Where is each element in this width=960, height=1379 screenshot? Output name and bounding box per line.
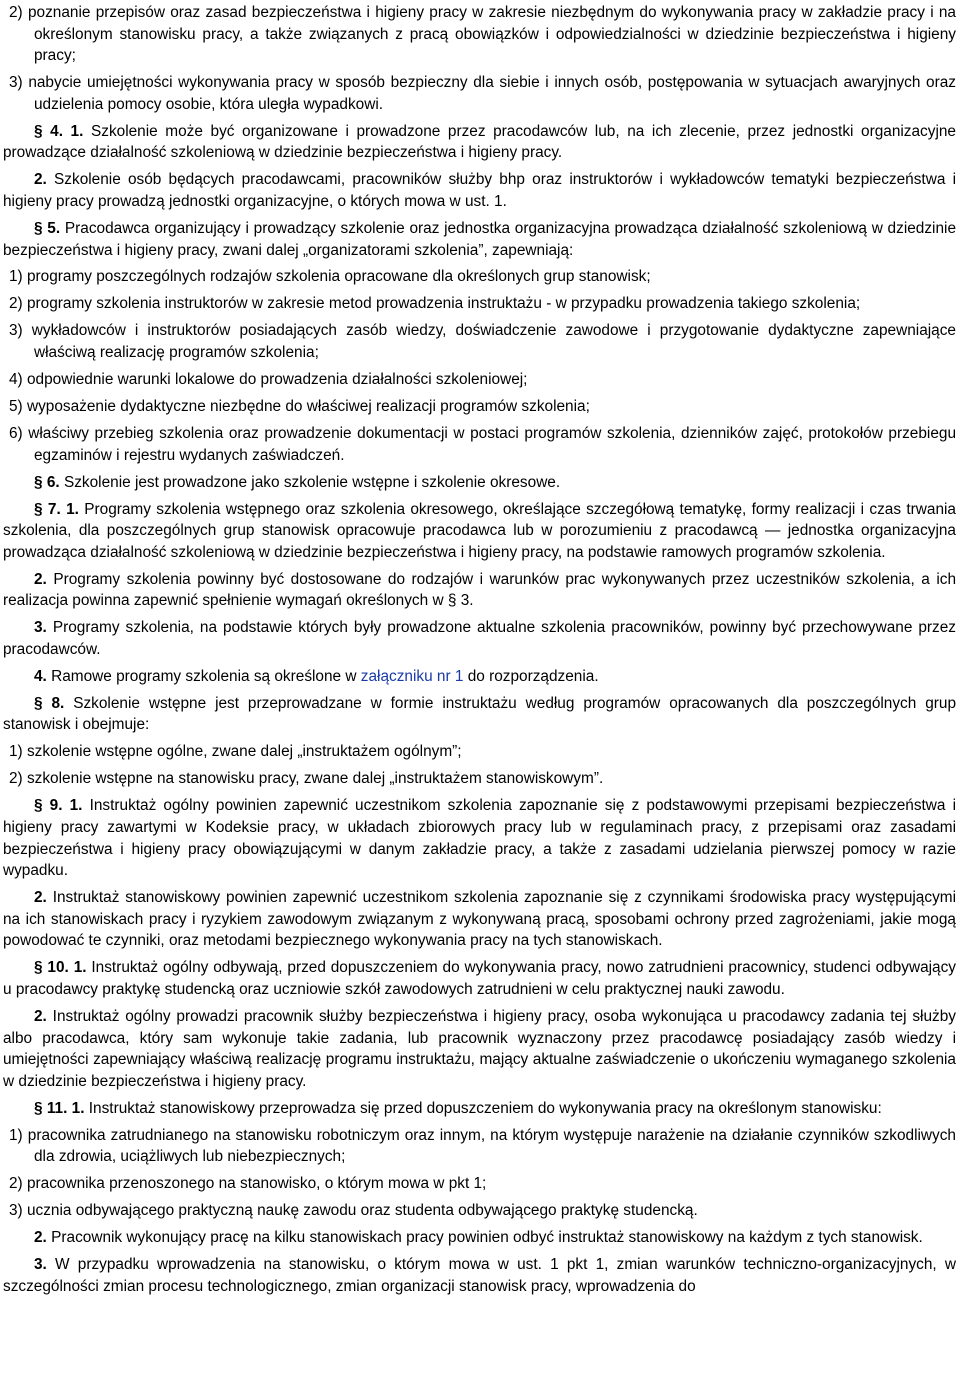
list-item: [3, 1125, 956, 1168]
paragraph-text: 1) programy poszczególnych rodzajów szkolenia opracowane dla określonych grup stanowisk;: [9, 268, 651, 286]
paragraph-text: 1) pracownika zatrudnianego na stanowisku robotniczym oraz innym, na którym występuje narażenie na działanie czynników szkodliwych dla zdrowia, uciążliwych lub niebezpiecznych;: [9, 1126, 956, 1166]
paragraph: [3, 887, 956, 952]
paragraph-text: 5) wyposażenie dydaktyczne niezbędne do właściwej realizacji programów szkolenia;: [9, 398, 590, 416]
section-number: 3.: [34, 1256, 47, 1274]
paragraph-text: Instruktaż ogólny prowadzi pracownik służby bezpieczeństwa i higieny pracy, osoba wykonująca u pracodawcy zadania tej służby albo pracodawca, który sam wykonuje takie zadania, lub pracownik wyznaczony przez pracodawcę posiadający zasób wiedzy i umiejętności zapewniający właściwą realizację programu instruktażu, mający aktualne zaświadczenie o ukończeniu wymaganego szkolenia w dziedzinie bezpieczeństwa i higieny pracy.: [3, 1007, 956, 1090]
paragraph: [3, 569, 956, 612]
paragraph-text: Pracodawca organizujący i prowadzący szkolenie oraz jednostka organizacyjna prowadząca działalność szkoleniową w dziedzinie bezpieczeństwa i higieny pracy, zwani dalej „organizatorami szkolenia”, zapewniają:: [3, 219, 957, 259]
paragraph: [3, 472, 956, 494]
paragraph-text: Szkolenie może być organizowane i prowadzone przez pracodawców lub, na ich zlecenie, przez jednostki organizacyjne prowadzące działalność szkoleniową w dziedzinie bezpieczeństwa i higieny pracy.: [3, 122, 956, 162]
section-number: § 11. 1.: [34, 1099, 85, 1117]
list-item: [3, 423, 956, 466]
paragraph-text: 6) właściwy przebieg szkolenia oraz prowadzenie dokumentacji w postaci programów szkolenia, dzienników zajęć, protokołów przebiegu egzaminów i rejestru wydanych zaświadczeń.: [9, 425, 956, 464]
section-number: 2.: [34, 1007, 47, 1025]
section-number: § 9. 1.: [34, 797, 83, 815]
paragraph: [3, 1098, 956, 1120]
list-item: [3, 72, 956, 115]
list-item: [3, 741, 956, 763]
list-item: [3, 768, 956, 790]
paragraph: [3, 957, 956, 1000]
list-item: [3, 293, 956, 315]
section-number: § 6.: [34, 473, 60, 491]
list-item: [3, 266, 956, 288]
list-item: [3, 320, 956, 363]
paragraph-text: 2) pracownika przenoszonego na stanowisko, o którym mowa w pkt 1;: [9, 1175, 487, 1193]
list-item: [3, 369, 956, 391]
section-number: § 5.: [34, 219, 61, 237]
section-number: § 4. 1.: [34, 122, 84, 140]
paragraph: [3, 218, 956, 261]
paragraph-text: 2) szkolenie wstępne na stanowisku pracy, zwane dalej „instruktażem stanowiskowym”.: [9, 770, 604, 788]
paragraph-text: Pracownik wykonujący pracę na kilku stanowiskach pracy powinien odbyć instruktaż stanowiskowy na każdym z tych stanowisk.: [46, 1229, 923, 1247]
list-item: [3, 1200, 956, 1222]
paragraph-text: Instruktaż ogólny powinien zapewnić uczestnikom szkolenia zapoznanie się z podstawowymi przepisami bezpieczeństwa i higieny pracy zawartymi w Kodeksie pracy, w układach zbiorowych pracy lub w regulaminach pracy, z przepisami oraz zasadami bezpieczeństwa i higieny pracy obowiązującymi w danym zakładzie pracy, a także z zasadami udzielania pierwszej pomocy w razie wypadku.: [3, 797, 956, 880]
paragraph-text: Szkolenie wstępne jest przeprowadzane w formie instruktażu według programów opracowanych dla poszczególnych grup stanowisk i obejmuje:: [3, 694, 957, 734]
paragraph: [3, 121, 956, 164]
paragraph: [3, 1227, 956, 1249]
paragraph-text: 3) wykładowców i instruktorów posiadających zasób wiedzy, doświadczenie zawodowe i przygotowanie dydaktyczne zapewniające właściwą realizację programów szkolenia;: [9, 322, 956, 362]
section-number: § 10. 1.: [34, 959, 87, 977]
section-number: § 7. 1.: [34, 500, 79, 518]
paragraph: [3, 666, 956, 688]
paragraph-text: Ramowe programy szkolenia są określone w: [46, 667, 361, 685]
paragraph: [3, 499, 956, 564]
paragraph-text: Instruktaż stanowiskowy powinien zapewnić uczestnikom szkolenia zapoznanie się z czynnikami środowiska pracy występującymi na ich stanowiskach pracy i ryzykiem zawodowym związanym z wykonywaną pracą, sposobami ochrony przed zagrożeniami, jakie mogą powodować te czynniki, oraz metodami bezpiecznego wykonywania pracy na tych stanowiskach.: [3, 889, 956, 950]
paragraph-text: 3) nabycie umiejętności wykonywania pracy w sposób bezpieczny dla siebie i innych osób, postępowania w sytuacjach awaryjnych oraz udzielenia pomocy osobie, która uległa wypadkowi.: [9, 74, 956, 113]
list-item: [3, 396, 956, 418]
paragraph: [3, 1006, 956, 1092]
paragraph-text: 2) programy szkolenia instruktorów w zakresie metod prowadzenia instruktażu - w przypadku prowadzenia takiego szkolenia;: [9, 295, 861, 313]
paragraph-text: do rozporządzenia.: [463, 667, 599, 685]
paragraph-text: W przypadku wprowadzenia na stanowisku, o którym mowa w ust. 1 pkt 1, zmian warunków techniczno-organizacyjnych, w szczególności zmian procesu technologicznego, zmian organizacji stanowisk pracy, wprowadzenia do: [3, 1256, 956, 1295]
section-number: 2.: [34, 171, 47, 189]
paragraph: [3, 169, 956, 212]
section-number: 2.: [34, 570, 47, 588]
paragraph-text: 2) poznanie przepisów oraz zasad bezpieczeństwa i higieny pracy w zakresie niezbędnym do wykonywania pracy w zakładzie pracy i na określonym stanowisku pracy, a także związanych z pracą obowiązków i odpowiedzialności w dziedzinie bezpieczeństwa i higieny pracy;: [9, 4, 956, 65]
paragraph-text: Programy szkolenia powinny być dostosowane do rodzajów i warunków prac wykonywanych przez uczestników szkolenia, a ich realizacja powinna zapewnić spełnienie wymagań określonych w § 3.: [3, 570, 956, 610]
paragraph-text: Programy szkolenia wstępnego oraz szkolenia okresowego, określające szczegółową tematykę, formy realizacji i czas trwania szkolenia, dla poszczególnych grup stanowisk opracowuje pracodawca lub w porozumieniu z pracodawcą — jednostka organizacyjna prowadząca działalność szkoleniową w dziedzinie bezpieczeństwa i higieny pracy, na podstawie ramowych programów szkolenia.: [3, 500, 956, 561]
paragraph-text: Instruktaż stanowiskowy przeprowadza się przed dopuszczeniem do wykonywania pracy na określonym stanowisku:: [84, 1099, 882, 1117]
paragraph: [3, 617, 956, 660]
paragraph-text: 1) szkolenie wstępne ogólne, zwane dalej „instruktażem ogólnym”;: [9, 743, 462, 761]
section-number: 4.: [34, 667, 47, 685]
section-number: 2.: [34, 1229, 47, 1247]
paragraph: [3, 1254, 956, 1297]
list-item: [3, 1173, 956, 1195]
paragraph: [3, 795, 956, 881]
annex-link[interactable]: załączniku nr 1: [360, 667, 464, 685]
paragraph-text: Instruktaż ogólny odbywają, przed dopuszczeniem do wykonywania pracy, nowo zatrudnieni pracownicy, studenci odbywający u pracodawcy praktykę studencką oraz uczniowie szkół zawodowych zatrudnieni w celu praktycznej nauki zawodu.: [3, 959, 956, 998]
paragraph-text: Programy szkolenia, na podstawie których były prowadzone aktualne szkolenia pracowników, powinny być przechowywane przez pracodawców.: [3, 619, 956, 658]
section-number: 2.: [34, 889, 47, 907]
section-number: 3.: [34, 619, 47, 637]
section-number: § 8.: [34, 694, 65, 712]
paragraph-text: Szkolenie osób będących pracodawcami, pracowników służby bhp oraz instruktorów i wykładowców tematyki bezpieczeństwa i higieny pracy prowadzą jednostki organizacyjne, o których mowa w ust. 1.: [3, 171, 956, 210]
list-item: [3, 2, 956, 67]
paragraph: [3, 693, 956, 736]
paragraph-text: Szkolenie jest prowadzone jako szkolenie wstępne i szkolenie okresowe.: [59, 473, 561, 491]
paragraph-text: 4) odpowiednie warunki lokalowe do prowadzenia działalności szkoleniowej;: [9, 371, 528, 389]
paragraph-text: 3) ucznia odbywającego praktyczną naukę zawodu oraz studenta odbywającego praktykę studencką.: [9, 1202, 698, 1220]
